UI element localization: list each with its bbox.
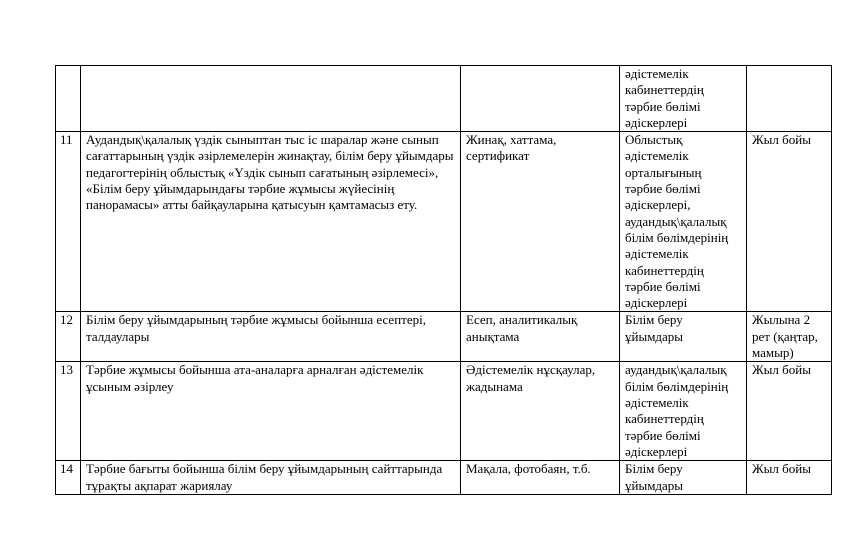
responsible-cell: әдістемелік кабинеттердің тәрбие бөлімі әдіскерлері [620, 66, 747, 132]
event-cell [81, 66, 461, 132]
form-cell: Әдістемелік нұсқаулар, жадынама [461, 362, 620, 461]
table-row [56, 312, 832, 362]
form-cell [461, 66, 620, 132]
responsible-cell: Білім беру ұйымдары [620, 461, 747, 495]
row-number-cell: 11 [56, 132, 81, 312]
event-cell: Тәрбие жұмысы бойынша ата-аналарға арналған әдістемелік ұсыным әзірлеу [81, 362, 461, 461]
event-cell: Аудандық\қалалық үздік сыныптан тыс іс шаралар және сынып сағаттарының үздік әзірлемелерін жинақтау, білім беру ұйымдары педагогтерінің облыстық «Үздік сынып сағатының әзірлемесі», «Білім беру ұйымдарындағы тәрбие жұмысы жүйесінің панорамасы» атты байқауларына қатысуын қамтамасыз ету. [81, 132, 461, 312]
deadline-cell: Жыл бойы [747, 132, 832, 312]
form-cell: Жинақ, хаттама, сертификат [461, 132, 620, 312]
form-cell: Есеп, аналитикалық анықтама [461, 312, 620, 362]
responsible-cell: Облыстық әдістемелік орталығының тәрбие бөлімі әдіскерлері, аудандық\қалалық білім бөлімдерінің әдістемелік кабинеттердің тәрбие бөлімі әдіскерлері [620, 132, 747, 312]
table-row [56, 362, 832, 461]
responsible-cell: аудандық\қалалық білім бөлімдерінің әдістемелік кабинеттердің тәрбие бөлімі әдіскерлері [620, 362, 747, 461]
event-cell: Тәрбие бағыты бойынша білім беру ұйымдарының сайттарында тұрақты ақпарат жариялау [81, 461, 461, 495]
event-cell: Білім беру ұйымдарының тәрбие жұмысы бойынша есептері, талдаулары [81, 312, 461, 362]
deadline-cell: Жыл бойы [747, 461, 832, 495]
deadline-cell: Жылына 2 рет (қаңтар, мамыр) [747, 312, 832, 362]
activity-plan-table [55, 65, 832, 495]
table-row [56, 66, 832, 132]
deadline-cell: Жыл бойы [747, 362, 832, 461]
deadline-cell [747, 66, 832, 132]
table-row [56, 132, 832, 312]
form-cell: Мақала, фотобаян, т.б. [461, 461, 620, 495]
table-row [56, 461, 832, 495]
row-number-cell: 14 [56, 461, 81, 495]
responsible-cell: Білім беру ұйымдары [620, 312, 747, 362]
row-number-cell: 12 [56, 312, 81, 362]
row-number-cell [56, 66, 81, 132]
row-number-cell: 13 [56, 362, 81, 461]
